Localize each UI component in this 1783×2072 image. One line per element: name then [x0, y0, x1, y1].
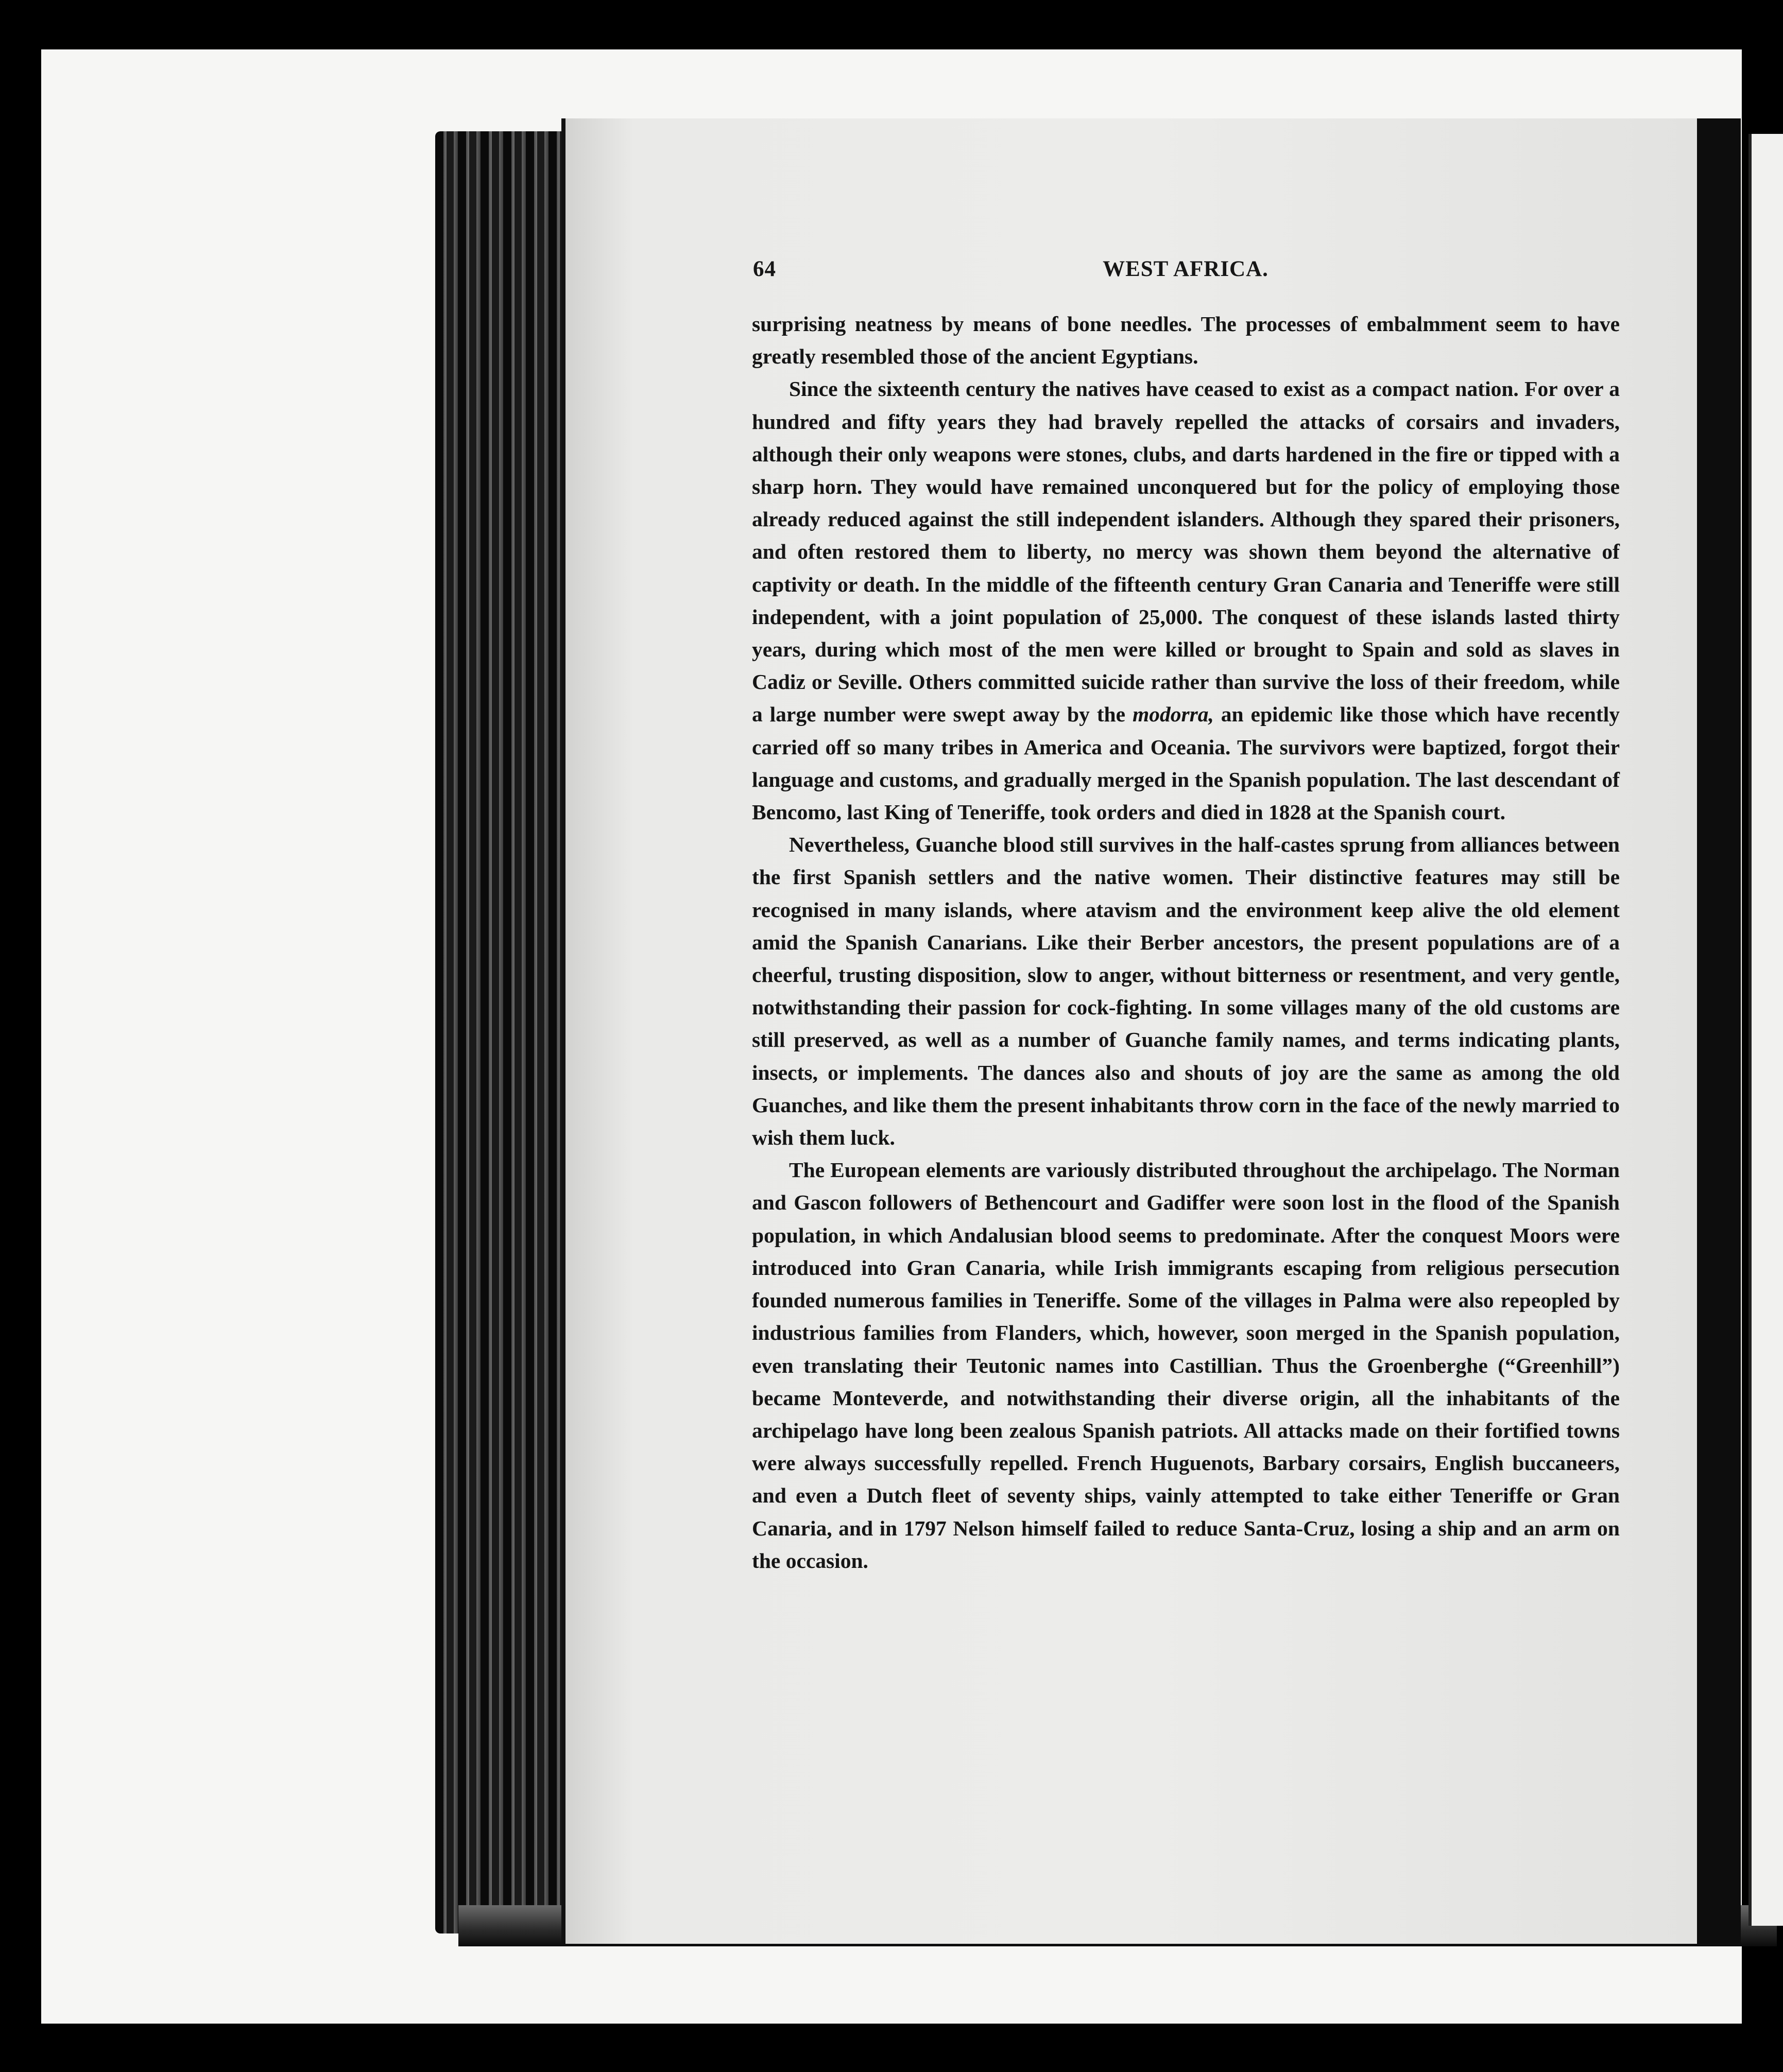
paragraph-4: The European elements are variously distributed throughout the archipelago. The Norman and Gascon followers of Bethencourt and Gadiffer were soon lost in the flood of the Spanish population, in which Andalusian blood seems to predominate. After the conquest Moors were introduced into Gran Canaria, while Irish immigrants escaping from religious persecution founded numerous families in Teneriffe. Some of the villages in Palma were also repeopled by industrious families from Flanders, which, however, soon merged in the Spanish population, even translating their Teutonic names into Castillian. Thus the Groenberghe (“Greenhill”) became Monteverde, and notwithstanding their diverse origin, all the inhabitants of the archipelago have long been zealous Spanish patriots. All attacks made on their fortified towns were always successfully repelled. French Huguenots, Barbary corsairs, English buccaneers, and even a Dutch fleet of seventy ships, vainly attempted to take either Teneriffe or Gran Canaria, and in 1797 Nelson himself failed to reduce Santa-Cruz, losing a ship and an arm on the occasion. [752, 1158, 1620, 1573]
paragraph-3: Nevertheless, Guanche blood still survives in the half-castes sprung from alliances between the first Spanish settlers and the native women. Their distinctive features may still be recognised in many islands, where atavism and the environment keep alive the old element amid the Spanish Canarians. Like their Berber ancestors, the present populations are of a cheerful, trusting disposition, slow to anger, without bitterness or resentment, and very gentle, notwithstanding their passion for cock-fighting. In some villages many of the old customs are still preserved, as well as a number of Guanche family names, and terms indicating plants, insects, or implements. The dances also and shouts of joy are the same as among the old Guanches, and like them the present inhabitants throw corn in the face of the newly married to wish them luck. [752, 833, 1620, 1150]
running-title: WEST AFRICA. [1103, 257, 1268, 281]
body-text [752, 308, 1620, 1577]
page-number: 64 [753, 257, 776, 281]
running-head [753, 256, 1618, 287]
book-page-edges [435, 131, 564, 1933]
paragraph-2-text-a: Since the sixteenth century the natives have ceased to exist as a compact nation. For over a hundred and fifty years they had bravely repelled the attacks of corsairs and invaders, although their only weapons were stones, clubs, and darts hardened in the fire or tipped with a sharp horn. They would have remained unconquered but for the policy of employing those already reduced against the still independent islanders. Although they spared their prisoners, and often restored them to liberty, no mercy was shown them beyond the alternative of captivity or death. In the middle of the fifteenth century Gran Canaria and Teneriffe were still independent, with a joint population of 25,000. The conquest of these islands lasted thirty years, during which most of the men were killed or brought to Spain and sold as slaves in Cadiz or Seville. Others committed suicide rather than survive the loss of their freedom, while a large number were swept away by the [752, 377, 1620, 727]
paragraph-1: surprising neatness by means of bone needles. The processes of embalmment seem to have greatly resembled those of the ancient Egyptians. [752, 312, 1620, 369]
paragraph-2-text-b: an epidemic like those which have recently carried off so many tribes in America and Oceania. The survivors were baptized, forgot their language and customs, and gradually merged in the Spanish population. The last descendant of Bencomo, last King of Teneriffe, took orders and died in 1828 at the Spanish court. [752, 702, 1620, 824]
paragraph-2 [752, 373, 1620, 828]
gutter-shadow [1697, 118, 1741, 1944]
paragraph-2-italic-term: modorra, [1132, 702, 1214, 727]
facing-page-sliver [1748, 134, 1783, 1926]
